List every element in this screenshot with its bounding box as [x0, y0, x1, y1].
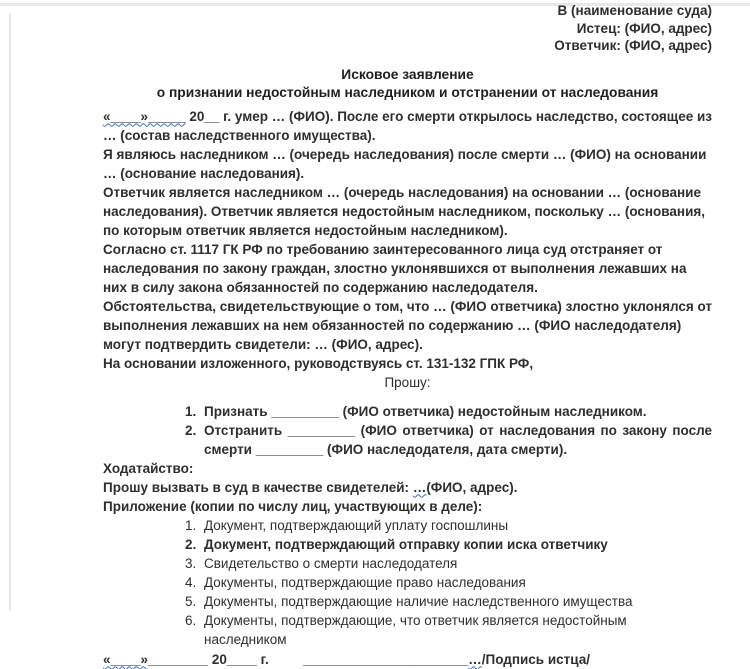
- motion-text: [103, 478, 712, 497]
- spellcheck-date-blank: «____»_____: [103, 108, 186, 124]
- defendant-line: Ответчик: (ФИО, адрес): [554, 38, 712, 53]
- attachment-item-3: 3. Свидетельство о смерти наследодателя: [200, 554, 712, 573]
- paragraph-death-notice: [103, 107, 712, 145]
- paragraph-legal-basis: На основании изложенного, руководствуясь ст. 131-132 ГПК РФ,: [103, 355, 534, 371]
- requests-list: [103, 402, 712, 459]
- spellcheck-witness-dots: …: [412, 479, 427, 495]
- plaintiff-line: Истец: (ФИО, адрес): [576, 20, 712, 36]
- attachment-item-1: 1. Документ, подтверждающий уплату госпошлины: [200, 516, 712, 535]
- paragraph-claimant-heir: Я являюсь наследником … (очередь наследования) после смерти … (ФИО) на основании … (основание наследования).: [103, 146, 707, 181]
- request-heading: Прошу:: [384, 374, 431, 390]
- attachment-item-2: 2. Документ, подтверждающий отправку копии иска ответчику: [200, 535, 712, 554]
- attachments-list: [103, 516, 712, 649]
- document-body: [103, 107, 712, 392]
- motion-text-suffix: (ФИО, адрес).: [426, 479, 518, 495]
- signature-footer: [103, 650, 712, 669]
- attachments-heading: Приложение (копии по числу лиц, участвующих в деле):: [103, 498, 483, 514]
- paragraph-defendant-heir: Ответчик является наследником … (очередь наследования) на основании … (основание наследования). Ответчик является недостойным наследником, поскольку … (основания, по которым ответчик является недостойным наследником).: [103, 184, 706, 238]
- page-left-edge: [9, 13, 11, 611]
- court-name-line: В (наименование суда): [557, 3, 712, 18]
- document-content: [103, 2, 712, 669]
- spellcheck-signature-dots: …: [468, 651, 482, 667]
- motion-heading: Ходатайство:: [103, 460, 194, 476]
- spellcheck-footer-date: «____»: [103, 651, 149, 667]
- request-item-1: 1. Признать _________ (ФИО ответчика) недостойным наследником.: [200, 402, 712, 421]
- court-header: [103, 2, 712, 55]
- footer-signature-blank: [303, 650, 590, 669]
- paragraph-death-notice-text: 20__ г. умер … (ФИО). После его смерти открылось наследство, состоящее из … (состав наследственного имущества).: [103, 108, 712, 143]
- attachment-item-4: 4. Документы, подтверждающие право наследования: [200, 573, 712, 592]
- footer-date-blank: [103, 650, 269, 669]
- attachment-item-6: 6. Документы, подтверждающие, что ответчик является недостойным наследником: [200, 611, 712, 649]
- paragraph-circumstances: Обстоятельства, свидетельствующие о том, что … (ФИО ответчика) злостно уклонялся от выполнения лежавших на нем обязанностей по содержанию … (ФИО наследодателя) могут подтвердить свидетели: … (ФИО, адрес).: [103, 298, 713, 352]
- footer-date-rest: ________ 20____ г.: [148, 651, 269, 667]
- motion-text-prefix: Прошу вызвать в суд в качестве свидетелей:: [103, 479, 413, 495]
- signature-line: ______________________: [303, 651, 469, 667]
- request-item-2: 2. Отстранить _________ (ФИО ответчика) от наследования по закону после смерти _________ (ФИО наследодателя, дата смерти).: [200, 421, 712, 459]
- attachment-item-5: 5. Документы, подтверждающие наличие наследственного имущества: [200, 592, 712, 611]
- paragraph-law-citation: Согласно ст. 1117 ГК РФ по требованию заинтересованного лица суд отстраняет от наследования по закону граждан, злостно уклонявшихся от выполнения лежавших на них в силу закона обязанностей по содержанию наследодателя.: [103, 241, 687, 295]
- motion-section: [103, 459, 712, 516]
- title-line-2: о признании недостойным наследником и отстранении от наследования: [156, 85, 659, 100]
- document-title: [103, 66, 712, 103]
- title-line-1: Исковое заявление: [341, 66, 474, 82]
- signature-label: /Подпись истца/: [481, 651, 590, 667]
